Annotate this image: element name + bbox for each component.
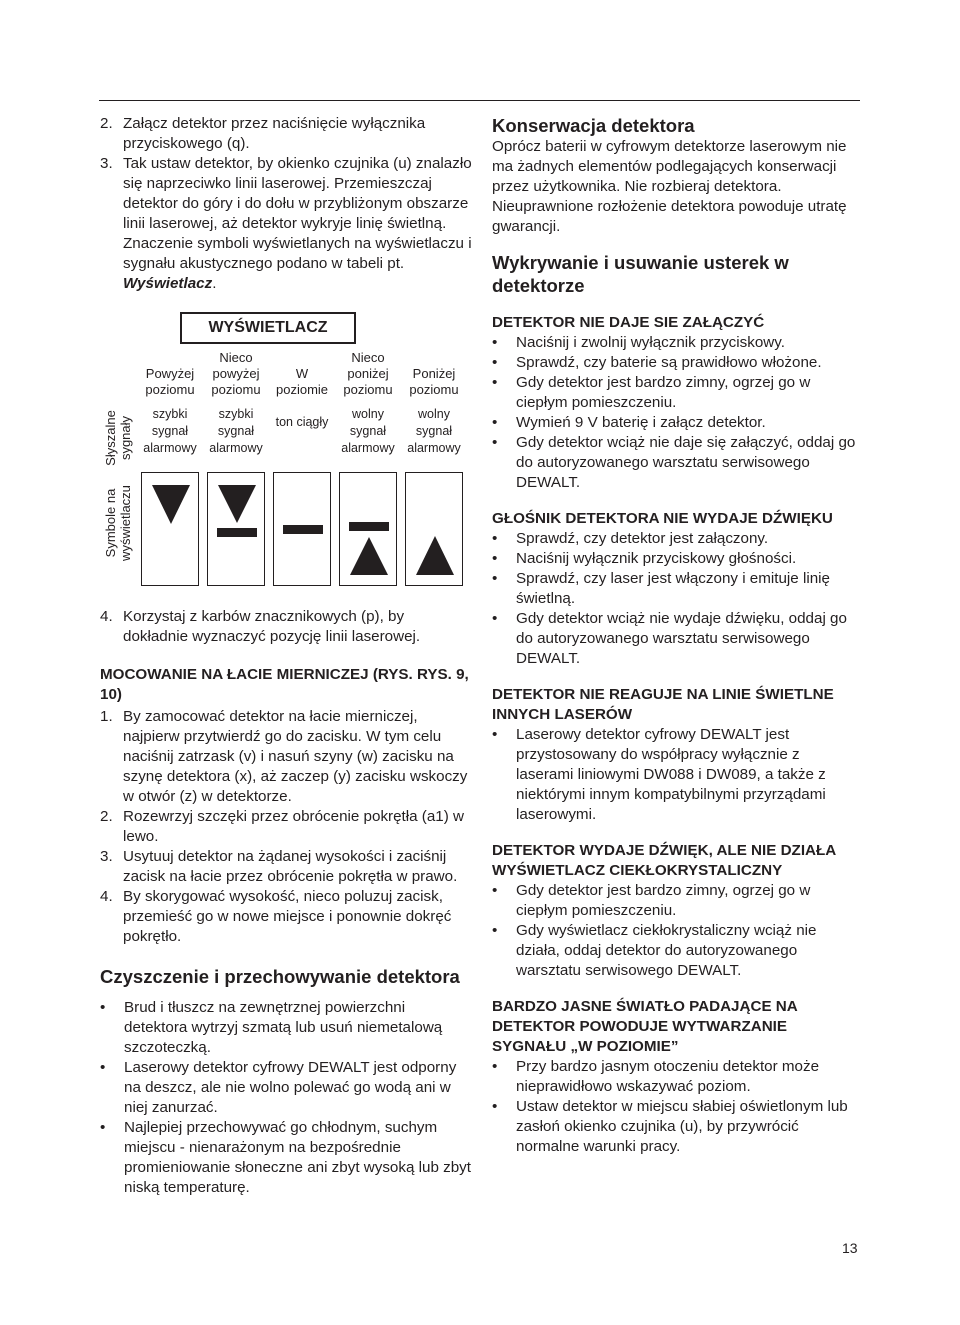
display-reference: Wyświetlacz [123, 275, 213, 292]
step-text: Korzystaj z karbów znacznikowych (p), by dokładnie wyznaczyć pozycję linii laserowej. [123, 608, 421, 645]
list-item: • Laserowy detektor cyfrowy DEWALT jest przystosowany do współpracy wyłącznie z laserami liniowymi DW088 i DW089, a także z niektórymi innym kompatybilnymi przyrządami laserowymi. [492, 725, 860, 825]
cleaning-list [100, 998, 472, 1198]
mount-step-4: 4. By skorygować wysokość, nieco poluzuj zacisk, przemieść go w nowe miejsce i ponownie dokręć pokrętło. [100, 888, 452, 945]
list-item: • Przy bardzo jasnym otoczeniu detektor może nieprawidłowo wskazywać poziom. [492, 1057, 860, 1097]
column-head: Powyżej poziomu [145, 366, 195, 397]
down-triangle-icon [142, 473, 200, 587]
maintenance-text: Oprócz baterii w cyfrowym detektorze laserowym nie ma żadnych elementów podlegających konserwacji przez użytkownika. Nie rozbieraj detektora. Nieuprawnione rozłożenie detektora powoduje utratę gwarancji. [492, 138, 847, 235]
list-item: • Sprawdź, czy baterie są prawidłowo włożone. [492, 353, 860, 373]
sound-signal: wolny sygnał alarmowy [407, 407, 461, 455]
trouble-section [492, 841, 860, 981]
section-heading: DETEKTOR NIE DAJE SIE ZAŁĄCZYĆ [492, 314, 765, 331]
down-triangle-bar-icon [208, 473, 266, 587]
symbol-box-slightly-above [207, 472, 265, 586]
row-label-symbols: Symbole na wyświetlaczu [103, 485, 133, 561]
up-triangle-icon [406, 473, 464, 587]
list-item: • Najlepiej przechowywać go chłodnym, suchym miejscu - nienarażonym na bezpośrednie promieniowanie słoneczne ani zbyt wysoką lub zbyt niską temperaturę. [100, 1118, 472, 1198]
troubleshooting-heading: Wykrywanie i usuwanie usterek w detektorze [492, 252, 789, 296]
row-label-sound: Słyszalne sygnały [103, 410, 133, 466]
column-head: W poziomie [275, 366, 329, 397]
maintenance-heading: Konserwacja detektora [492, 115, 695, 136]
step-number: 2. [100, 115, 113, 132]
list-item: • Naciśnij wyłącznik przyciskowy głośności. [492, 549, 860, 569]
list-item: • Gdy detektor wciąż nie daje się załączyć, oddaj go do autoryzowanego warsztatu serwisowego DEWALT. [492, 433, 860, 493]
mount-step-1: 1. By zamocować detektor na łacie mierniczej, najpierw przytwierdź go do zacisku. W tym celu naciśnij zatrzask (v) i nasuń szyny (w) zacisku na szynę detektora (x), aż zaczep (y) zacisku wskoczy w otwór (z) w detektorze. [100, 708, 468, 805]
list-item: • Gdy detektor wciąż nie wydaje dźwięku, oddaj go do autoryzowanego warsztatu serwisowego DEWALT. [492, 609, 860, 669]
list-item: • Ustaw detektor w miejscu słabiej oświetlonym lub zasłoń okienko czujnika (u), by przywrócić normalne warunki pracy. [492, 1097, 860, 1157]
list-item: • Laserowy detektor cyfrowy DEWALT jest odporny na deszcz, ale nie wolno polewać go wodą ani w niej zanurzać. [100, 1058, 472, 1118]
sound-signal: szybki sygnał alarmowy [143, 407, 197, 455]
list-item: • Gdy detektor jest bardzo zimny, ogrzej go w ciepłym pomieszczeniu. [492, 881, 860, 921]
column-head: Nieco powyżej poziomu [211, 350, 261, 397]
section-heading: GŁOŚNIK DETEKTORA NIE WYDAJE DŹWIĘKU [492, 510, 833, 527]
symbol-box-slightly-below [339, 472, 397, 586]
sound-signal: wolny sygnał alarmowy [341, 407, 395, 455]
right-column [492, 114, 860, 1157]
trouble-section [492, 685, 860, 825]
list-item: • Gdy detektor jest bardzo zimny, ogrzej go w ciepłym pomieszczeniu. [492, 373, 860, 413]
list-item: • Wymień 9 V baterię i załącz detektor. [492, 413, 860, 433]
bar-up-triangle-icon [340, 473, 398, 587]
trouble-section [492, 313, 860, 493]
list-item: • Sprawdź, czy laser jest włączony i emituje linię świetlną. [492, 569, 860, 609]
list-item: • Sprawdź, czy detektor jest załączony. [492, 529, 860, 549]
step-text: Tak ustaw detektor, by okienko czujnika (u) znalazło się naprzeciwko linii laserowej. Przemieszczaj detektor do góry i do dołu w przybliżonym obszarze linii laserowej, aż detektor wykryje linię świetlną. Znaczenie symboli wyświetlanych na wyświetlaczu i sygnału akustycznego podano w tabeli pt. [123, 155, 472, 272]
list-item: • Brud i tłuszcz na zewnętrznej powierzchni detektora wytrzyj szmatą lub usuń niemetalową szczoteczką. [100, 998, 472, 1058]
symbol-box-above [141, 472, 199, 586]
display-table-title: WYŚWIETLACZ [180, 312, 356, 344]
step-number: 3. [100, 155, 113, 172]
symbol-box-level [273, 472, 331, 586]
mounting-heading: MOCOWANIE NA ŁACIE MIERNICZEJ (RYS. RYS. 9, 10) [100, 666, 469, 703]
step-text: Załącz detektor przez naciśnięcie wyłącznika przyciskowego (q). [123, 115, 426, 152]
display-table [100, 312, 472, 597]
mount-step-3: 3. Usytuuj detektor na żądanej wysokości i zaciśnij zacisk na łacie przez obrócenie pokrętła w prawo. [100, 848, 458, 885]
column-head: Nieco poniżej poziomu [343, 350, 393, 397]
list-item: • Gdy wyświetlacz ciekłokrystaliczny wciąż nie działa, oddaj detektor do autoryzowanego warsztatu serwisowego DEWALT. [492, 921, 860, 981]
list-item: • Naciśnij i zwolnij wyłącznik przyciskowy. [492, 333, 860, 353]
section-heading: DETEKTOR WYDAJE DŹWIĘK, ALE NIE DZIAŁA WYŚWIETLACZ CIEKŁOKRYSTALICZNY [492, 842, 836, 879]
step-3: 3. Tak ustaw detektor, by okienko czujnika (u) znalazło się naprzeciwko linii laserowej. Przemieszczaj detektor do góry i do dołu w przybliżonym obszarze linii laserowej, aż detektor wykryje linię świetlną. Znaczenie symboli wyświetlanych na wyświetlaczu i sygnału akustycznego podano w tabeli pt. Wyświetlacz. [100, 155, 472, 292]
level-bar-icon [274, 473, 332, 587]
section-heading: DETEKTOR NIE REAGUJE NA LINIE ŚWIETLNE INNYCH LASERÓW [492, 686, 834, 723]
trouble-section [492, 509, 860, 669]
column-head: Poniżej poziomu [409, 366, 459, 397]
step-2 [100, 114, 472, 154]
cleaning-heading: Czyszczenie i przechowywanie detektora [100, 966, 460, 987]
symbol-box-below [405, 472, 463, 586]
mount-step-2: 2. Rozewrzyj szczęki przez obrócenie pokrętła (a1) w lewo. [100, 808, 464, 845]
section-heading: BARDZO JASNE ŚWIATŁO PADAJĄCE NA DETEKTOR POWODUJE WYTWARZANIE SYGNAŁU „W POZIOMIE” [492, 998, 798, 1055]
page-number: 13 [842, 1240, 858, 1256]
step-number: 4. [100, 608, 113, 625]
step-4 [100, 607, 472, 647]
top-rule [99, 100, 860, 101]
left-column [100, 114, 472, 1198]
sound-signal: ton ciągły [275, 415, 329, 429]
sound-signal: szybki sygnał alarmowy [209, 407, 263, 455]
trouble-section [492, 997, 860, 1157]
